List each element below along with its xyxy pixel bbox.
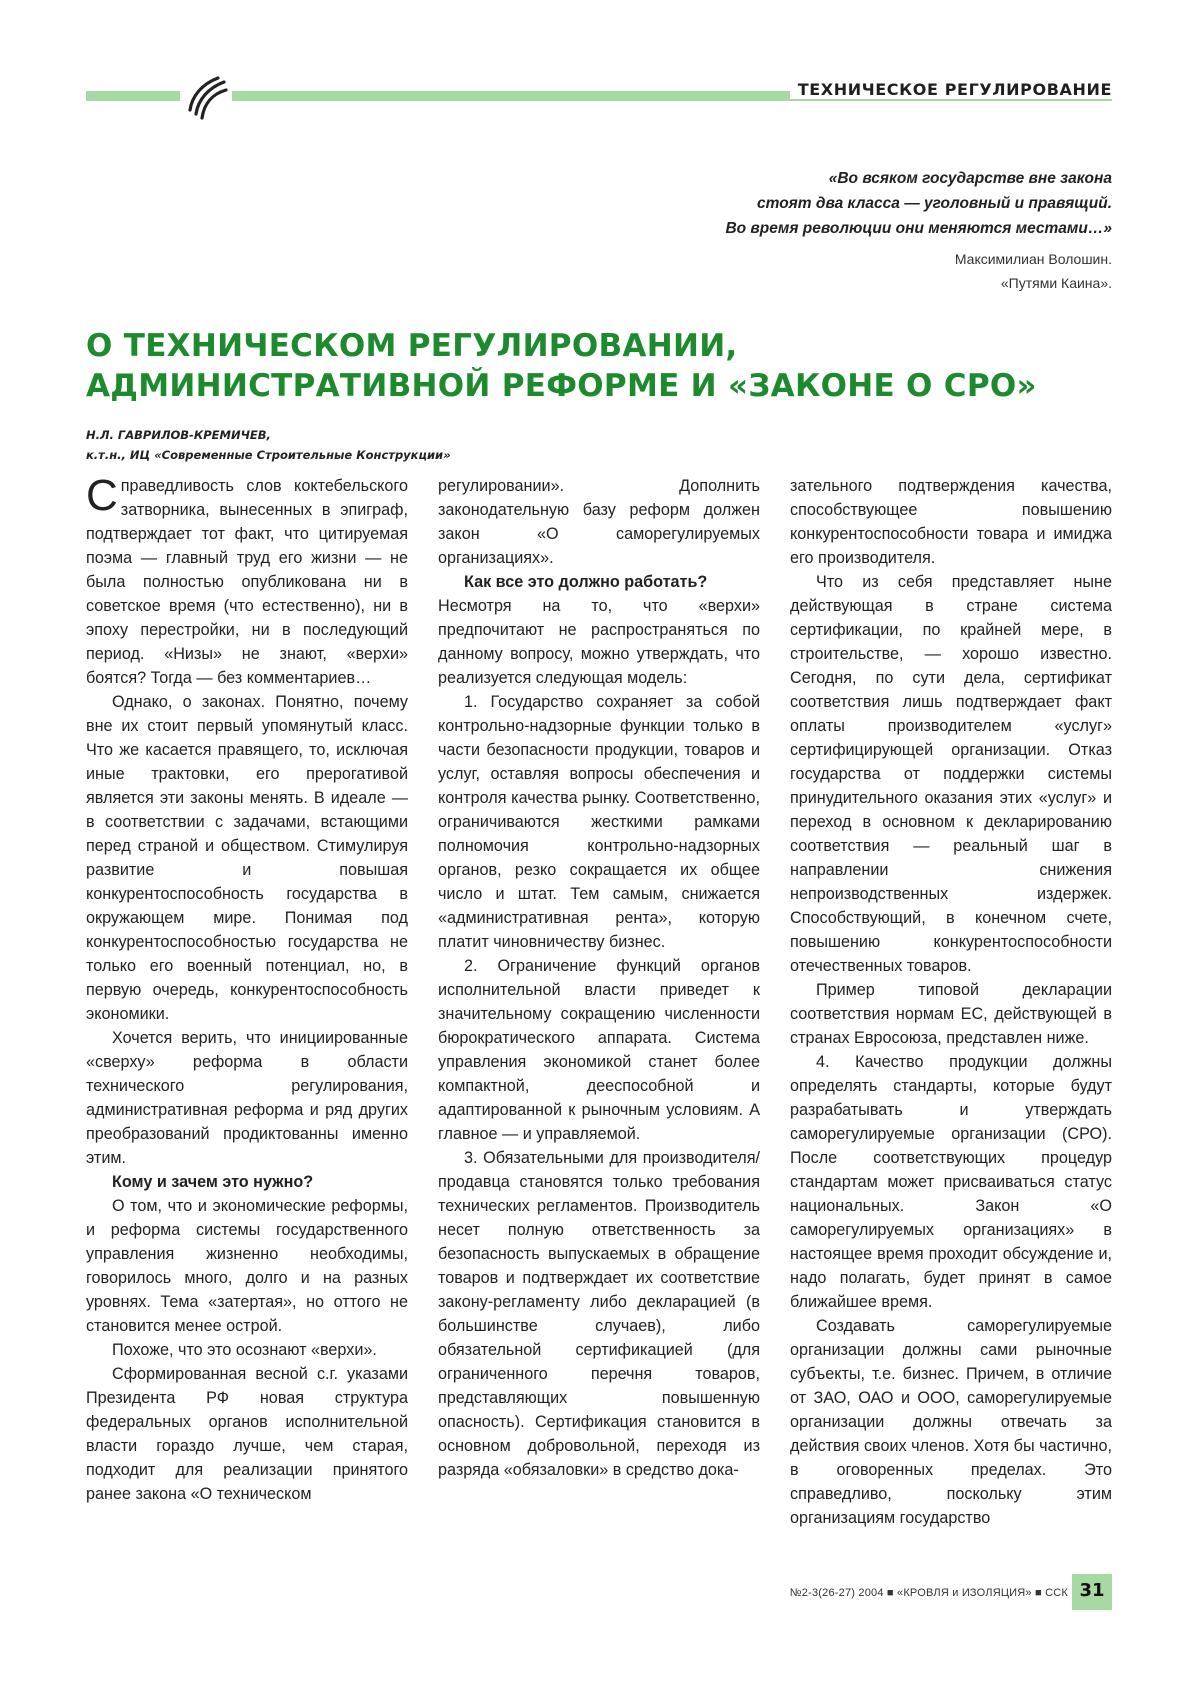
issue-info: №2-3(26-27) 2004 ■ «КРОВЛЯ и ИЗОЛЯЦИЯ» ■ ССК bbox=[789, 1587, 1068, 1599]
paragraph: 1. Государство сохраняет за собой контрольно-надзорные функции только в части безопасности продукции, товаров и услуг, оставляя вопросы обеспечения и контроля качества рынку. Соответственно, ограничиваются жесткими рамками полномочия контрольно-надзорных органов, резко сокращается их общее число и штат. Тем самым, снижается «административная рента», которую платит чиновничеству бизнес. bbox=[438, 693, 760, 951]
article-title-line: АДМИНИСТРАТИВНОЙ РЕФОРМЕ И «ЗАКОНЕ О СРО» bbox=[86, 368, 1037, 404]
text-column-1 bbox=[86, 471, 408, 1506]
paragraph: зательного подтверждения качества, способствующее повышению конкурентоспособности товара и имиджа его производителя. bbox=[790, 477, 1112, 567]
journal-logo-icon bbox=[182, 70, 230, 122]
epigraph-source: «Путями Каина». bbox=[1000, 275, 1112, 291]
paragraph: Справедливость слов коктебельского затворника, вынесенных в эпиграф, подтверждает тот факт, что цитируемая поэма — главный труд его жизни — не была полностью опубликована ни в советское время (что естественно), ни в эпоху перестройки, ни в последующий период. «Низы» не знают, «верхи» боятся? Тогда — без комментариев… bbox=[86, 471, 408, 687]
page-number-box bbox=[1072, 1574, 1112, 1610]
paragraph: Создавать саморегулируемые организации должны сами рыночные субъекты, т.е. бизнес. Причем, в отличие от ЗАО, ОАО и ООО, саморегулируемые организации должны отвечать за действия своих членов. Хотя бы частично, в оговоренных пределах. Это справедливо, поскольку этим организациям государство bbox=[790, 1317, 1112, 1527]
header-rule-left bbox=[86, 91, 180, 101]
epigraph-line: Во время революции они меняются местами…» bbox=[725, 220, 1112, 237]
epigraph bbox=[725, 166, 1112, 295]
author-affiliation: к.т.н., ИЦ «Современные Строительные Конструкции» bbox=[86, 448, 451, 462]
paragraph: Пример типовой декларации соответствия нормам ЕС, действующей в странах Евросоюза, представлен ниже. bbox=[790, 981, 1112, 1047]
author-name: Н.Л. ГАВРИЛОВ-КРЕМИЧЕВ, bbox=[86, 428, 271, 442]
paragraph: О том, что и экономические реформы, и реформа системы государственного управления жизненно необходимы, говорилось много, долго и на разных уровнях. Тема «затертая», но оттого не становится менее острой. bbox=[86, 1197, 408, 1335]
paragraph: Несмотря на то, что «верхи» предпочитают не распространяться по данному вопросу, можно утверждать, что реализуется следующая модель: bbox=[438, 597, 760, 687]
article-title-line: О ТЕХНИЧЕСКОМ РЕГУЛИРОВАНИИ, bbox=[86, 328, 738, 364]
section-title: ТЕХНИЧЕСКОЕ РЕГУЛИРОВАНИЕ bbox=[790, 80, 1112, 99]
page-number: 31 bbox=[1079, 1580, 1105, 1601]
article-title bbox=[86, 326, 1126, 406]
paragraph: Хочется верить, что инициированные «сверху» реформа в области технического регулирования, административная реформа и ряд других преобразований продиктованны именно этим. bbox=[86, 1029, 408, 1167]
subheading: Кому и зачем это нужно? bbox=[112, 1173, 314, 1191]
epigraph-line: стоят два класса — уголовный и правящий. bbox=[757, 195, 1112, 212]
text-column-3 bbox=[790, 474, 1112, 1530]
paragraph: Сформированная весной с.г. указами Президента РФ новая структура федеральных органов исполнительной власти гораздо лучше, чем старая, подходит для реализации принятого ранее закона «О техническом bbox=[86, 1365, 408, 1503]
epigraph-author: Максимилиан Волошин. bbox=[954, 251, 1112, 267]
byline bbox=[86, 425, 451, 465]
paragraph: 4. Качество продукции должны определять стандарты, которые будут разрабатывать и утверждать саморегулируемые организации (СРО). После соответствующих процедур стандартам может присваиваться статус национальных. Закон «О саморегулируемых организациях» в настоящее время проходит обсуждение и, надо полагать, будет принят в самое ближайшее время. bbox=[790, 1053, 1112, 1311]
paragraph: Что из себя представляет ныне действующая в стране система сертификации, по крайней мере, в строительстве, — хорошо известно. Сегодня, по сути дела, сертификат соответствия лишь подтверждает факт оплаты производителем «услуг» сертифицирующей организации. Отказ государства от поддержки системы принудительного оказания этих «услуг» и переход в основном к декларированию соответствия — реальный шаг в направлении снижения непроизводственных издержек. Способствующий, в конечном счете, повышению конкурентоспособности отечественных товаров. bbox=[790, 573, 1112, 975]
paragraph: Однако, о законах. Понятно, почему вне их стоит первый упомянутый класс. Что же касается правящего, то, исключая иные трактовки, его прерогативой является эти законы менять. В идеале — в соответствии с задачами, встающими перед страной и обществом. Стимулируя развитие и повышая конкурентоспособность государства в окружающем мире. Понимая под конкурентоспособностью государства не только его военный потенциал, но, в первую очередь, конкурентоспособность экономики. bbox=[86, 693, 408, 1023]
paragraph: регулировании». Дополнить законодательную базу реформ должен закон «О саморегулируемых организациях». bbox=[438, 477, 760, 567]
paragraph: 2. Ограничение функций органов исполнительной власти приведет к значительному сокращению численности бюрократического аппарата. Система управления экономикой станет более компактной, дееспособной и адаптированной к рыночным условиям. А главное — и управляемой. bbox=[438, 957, 760, 1143]
subheading: Как все это должно работать? bbox=[464, 573, 708, 591]
paragraph: Похоже, что это осознают «верхи». bbox=[112, 1341, 377, 1359]
drop-cap: С bbox=[86, 471, 118, 520]
text-column-2 bbox=[438, 474, 760, 1482]
epigraph-line: «Во всяком государстве вне закона bbox=[828, 170, 1112, 187]
paragraph: 3. Обязательными для производителя/продавца становятся только требования технических регламентов. Производитель несет полную ответственность за безопасность выпускаемых в обращение товаров и подтверждает их соответствие закону-регламенту либо декларацией (в большинстве случаев), либо обязательной сертификацией (для ограниченного перечня товаров, представляющих повышенную опасность). Сертификация становится в основном добровольной, переходя из разряда «обязаловки» в средство дока- bbox=[438, 1149, 760, 1479]
